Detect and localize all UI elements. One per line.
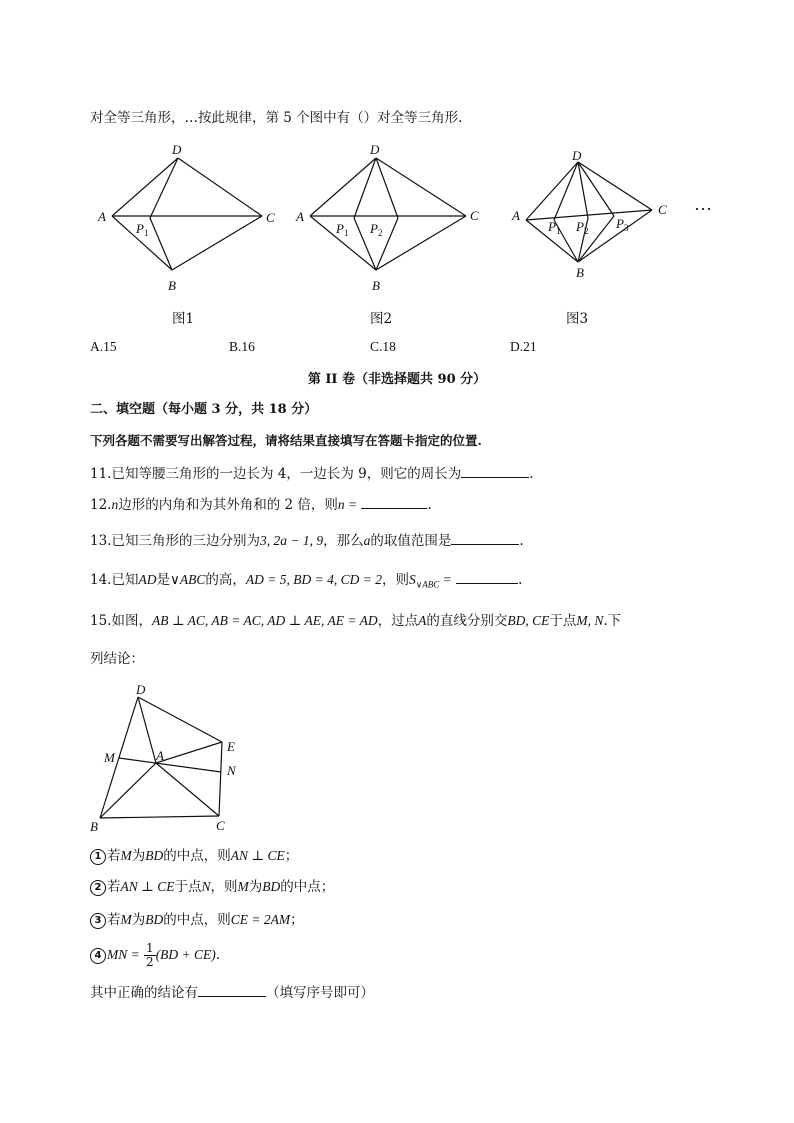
figure-3	[526, 162, 652, 262]
fig15-label-n: N	[227, 763, 236, 778]
fig2-label-d: D	[370, 142, 380, 157]
fig3-label-a: A	[512, 208, 520, 223]
q15-figure	[88, 680, 258, 840]
circled-number: 3	[90, 913, 106, 929]
pattern-figures	[90, 140, 730, 300]
q11-text: 11.已知等腰三角形的一边长为 4，一边长为 9，则它的周长为	[90, 466, 462, 482]
fig15-label-b: B	[90, 819, 98, 834]
final-question: 其中正确的结论有 （填写序号即可）	[90, 982, 374, 1003]
conclusion-1: 1 若M为BD的中点，则AN ⊥ CE；	[90, 846, 298, 866]
fig2-label-c: C	[470, 208, 479, 223]
fig2-label-a: A	[296, 209, 304, 224]
question-15: 15.如图，AB ⊥ AC, AB = AC, AD ⊥ AE, AE = AD，过点A的直线分别交BD, CE于点M, N.下	[90, 613, 622, 629]
option-d: D.21	[510, 339, 537, 354]
part-heading: 二、填空题（每小题 3 分，共 18 分）	[90, 402, 318, 417]
fig1-label-p1: $P_1$	[136, 221, 149, 238]
question-12: 12.n边形的内角和为其外角和的 2 倍，则n = .	[90, 494, 432, 515]
figure-1	[112, 158, 262, 270]
instruction: 下列各题不需要写出解答过程，请将结果直接填写在答题卡指定的位置.	[90, 433, 482, 448]
option-c: C.18	[370, 339, 396, 354]
fig3-label-p3: $P_3$	[616, 216, 629, 233]
fraction-half: $\frac{1}{2}$	[146, 941, 154, 969]
conclusion-4: 4 MN = $\frac{1}{2}$ (BD + CE).	[90, 940, 220, 970]
figure-2	[310, 158, 466, 270]
q13-answer-blank[interactable]	[451, 530, 519, 545]
fig3-label-p2: $P_2$	[576, 219, 589, 236]
circled-number: 1	[90, 849, 106, 865]
conclusion-2: 2 若AN ⊥ CE于点N，则M为BD的中点；	[90, 877, 334, 897]
fig1-caption: 图1	[172, 311, 195, 327]
conclusion-3: 3 若M为BD的中点，则CE = 2AM；	[90, 910, 304, 930]
fig3-label-c: C	[658, 202, 667, 217]
option-b: B.16	[229, 339, 255, 354]
question-14: 14.已知AD是∨ABC的高，AD = 5, BD = 4, CD = 2，则$S_{\vee ABC}$ = .	[90, 569, 522, 595]
section-title: 第 II 卷（非选择题共 90 分）	[307, 372, 487, 387]
fig3-label-b: B	[576, 265, 584, 280]
fig1-label-c: C	[266, 210, 275, 225]
fig15-label-a: A	[156, 748, 164, 763]
fig2-label-p2: $P_2$	[370, 221, 383, 238]
fig1-label-b: B	[168, 278, 176, 293]
fig15-label-d: D	[136, 682, 146, 697]
intro-text: 对全等三角形，…按此规律，第 5 个图中有（）对全等三角形.	[90, 110, 463, 126]
fig2-label-b: B	[372, 278, 380, 293]
circled-number: 2	[90, 880, 106, 896]
final-answer-blank[interactable]	[198, 982, 266, 997]
fig2-caption: 图2	[370, 311, 393, 327]
q12-answer-blank[interactable]	[361, 494, 427, 509]
fig15-label-c: C	[216, 818, 225, 833]
fig3-label-d: D	[572, 148, 582, 163]
fig2-label-p1: $P_1$	[336, 221, 349, 238]
circled-number: 4	[90, 948, 106, 964]
fig3-label-p1: $P_1$	[548, 219, 561, 236]
question-13: 13.已知三角形的三边分别为3, 2a − 1, 9，那么a的取值范围是 .	[90, 530, 524, 551]
fig-ellipsis: …	[694, 194, 712, 214]
question-11: 11.已知等腰三角形的一边长为 4，一边长为 9，则它的周长为 .	[90, 463, 534, 484]
q14-answer-blank[interactable]	[456, 569, 518, 584]
q11-answer-blank[interactable]	[461, 463, 529, 478]
fig1-label-d: D	[172, 142, 182, 157]
fig3-caption: 图3	[566, 311, 589, 327]
fig1-label-a: A	[98, 209, 106, 224]
option-a: A.15	[90, 339, 117, 354]
fig15-label-e: E	[227, 739, 235, 754]
fig15-label-m: M	[104, 750, 115, 765]
question-15-line2: 列结论：	[90, 651, 144, 667]
